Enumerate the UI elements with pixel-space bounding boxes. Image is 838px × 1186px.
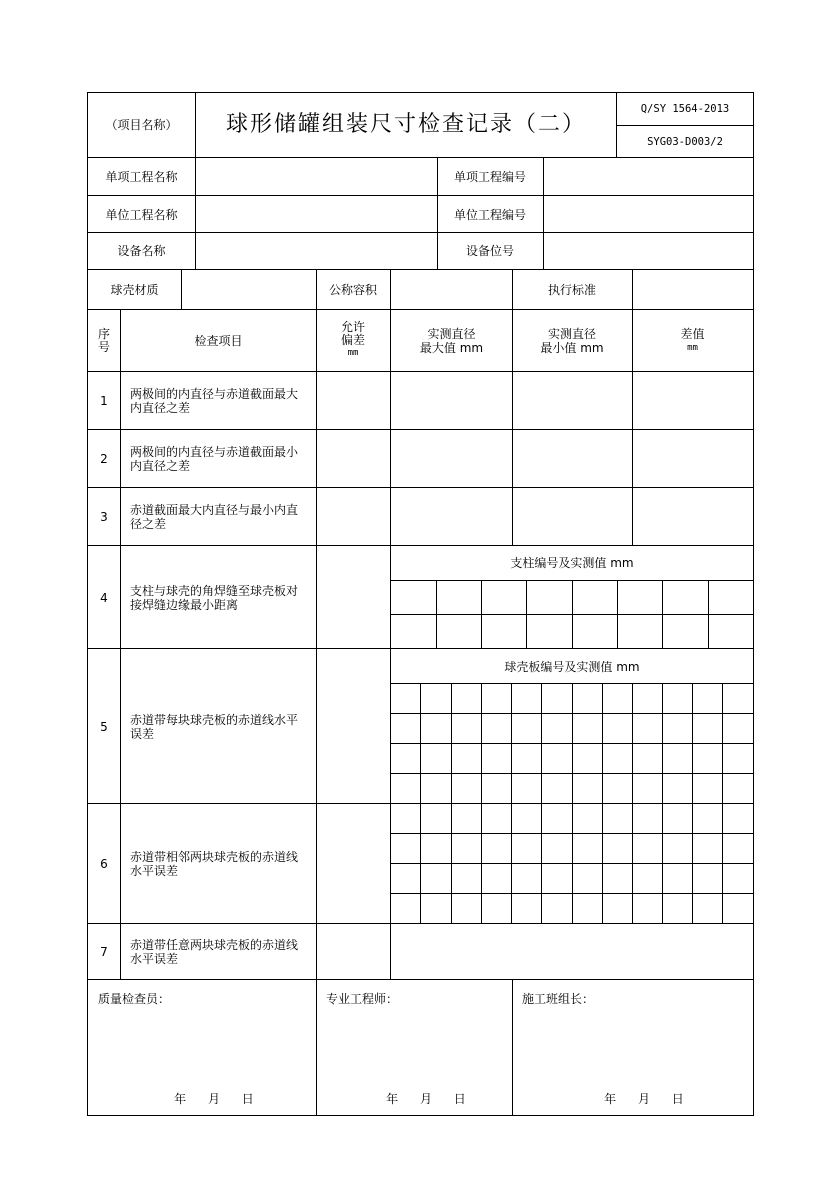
grid-line	[87, 309, 754, 310]
grid-line	[87, 979, 754, 980]
grid-line	[87, 195, 754, 196]
grid-line	[87, 371, 754, 372]
grid-line	[572, 580, 573, 649]
tolerance-header-line2: 偏差	[340, 333, 365, 347]
grid-line	[617, 580, 618, 649]
item-1-text: 两极间的内直径与赤道截面最大内直径之差	[130, 387, 299, 415]
item-6-no: 6	[100, 857, 108, 871]
item-7-text: 赤道带任意两块球壳板的赤道线水平误差	[130, 938, 299, 966]
item-2-text: 两极间的内直径与赤道截面最小内直径之差	[130, 445, 299, 473]
inspector-date: 年 月 日	[174, 1092, 256, 1106]
grid-line	[87, 232, 754, 233]
grid-line	[662, 580, 663, 649]
plate-measure-subheader: 球壳板编号及实测值 mm	[504, 659, 640, 674]
grid-line	[692, 683, 693, 924]
max-diameter-header-line2: 最大值 mm	[419, 340, 484, 355]
standard-code: Q/SY 1564-2013	[640, 103, 730, 115]
grid-line	[87, 92, 88, 1116]
single-project-name-label: 单项工程名称	[105, 170, 178, 184]
item-7-no: 7	[100, 945, 108, 959]
inspector-signature: 质量检查员：	[98, 992, 171, 1006]
min-diameter-header	[512, 310, 632, 371]
difference-header-unit: mm	[687, 342, 698, 353]
grid-line	[87, 429, 754, 430]
item-2-no: 2	[100, 452, 108, 466]
grid-line	[437, 157, 438, 270]
item-3-text: 赤道截面最大内直径与最小内直径之差	[130, 503, 299, 531]
item-3-no: 3	[100, 510, 108, 524]
min-diameter-header-line1: 实测直径	[547, 326, 596, 341]
grid-line	[420, 683, 421, 924]
grid-line	[753, 92, 754, 1116]
shell-material-label: 球壳材质	[110, 282, 159, 297]
difference-header-line1: 差值	[680, 326, 705, 341]
grid-line	[512, 309, 513, 546]
seq-header-text: 序号	[97, 326, 110, 354]
engineer-signature: 专业工程师：	[326, 992, 399, 1006]
grid-line	[526, 580, 527, 649]
min-diameter-header-line2: 最小值 mm	[540, 340, 604, 355]
seq-header	[88, 310, 120, 371]
item-5-no: 5	[100, 719, 108, 734]
grid-line	[481, 580, 482, 649]
grid-line	[722, 683, 723, 924]
unit-project-no-label: 单位工程编号	[453, 207, 526, 222]
grid-line	[120, 309, 121, 980]
grid-line	[87, 269, 754, 270]
grid-line	[195, 157, 196, 270]
grid-line	[512, 269, 513, 310]
engineer-date: 年 月 日	[386, 1092, 468, 1106]
grid-line	[87, 92, 754, 93]
max-diameter-header-line1: 实测直径	[427, 326, 476, 341]
nominal-volume-label: 公称容积	[328, 282, 377, 297]
item-header: 检查项目	[194, 333, 243, 348]
project-name-label: （项目名称）	[105, 118, 178, 132]
grid-line	[87, 487, 754, 488]
grid-line	[708, 580, 709, 649]
equipment-name-label: 设备名称	[117, 244, 166, 258]
item-6-text: 赤道带相邻两块球壳板的赤道线水平误差	[130, 850, 299, 878]
grid-line	[543, 157, 544, 270]
grid-line	[195, 92, 196, 158]
grid-line	[390, 269, 391, 310]
grid-line	[632, 269, 633, 310]
foreman-signature: 施工班组长：	[522, 992, 595, 1006]
grid-line	[87, 545, 754, 546]
grid-line	[541, 683, 542, 924]
difference-header	[632, 310, 753, 371]
grid-line	[316, 269, 317, 310]
item-4-no: 4	[100, 590, 108, 605]
equipment-tag-label: 设备位号	[465, 244, 514, 258]
form-title: 球形储罐组装尺寸检查记录（二）	[225, 112, 586, 137]
form-code: SYG03-D003/2	[647, 136, 723, 148]
tolerance-header-line1: 允许	[340, 320, 365, 334]
item-4-text: 支柱与球壳的角焊缝至球壳板对接焊缝边缘最小距离	[130, 583, 299, 612]
grid-line	[87, 1115, 754, 1116]
tolerance-header-unit: mm	[347, 348, 359, 358]
grid-line	[481, 683, 482, 924]
single-project-no-label: 单项工程编号	[453, 170, 526, 184]
grid-line	[632, 309, 633, 546]
item-1-no: 1	[100, 394, 108, 408]
grid-line	[451, 683, 452, 924]
foreman-date: 年 月 日	[604, 1092, 686, 1106]
grid-line	[390, 309, 391, 980]
grid-line	[511, 683, 512, 924]
item-5-text: 赤道带每块球壳板的赤道线水平误差	[130, 712, 299, 741]
grid-line	[572, 683, 573, 924]
unit-project-name-label: 单位工程名称	[105, 207, 178, 222]
grid-line	[87, 157, 754, 158]
grid-line	[181, 269, 182, 310]
grid-line	[87, 648, 754, 649]
grid-line	[662, 683, 663, 924]
grid-line	[436, 580, 437, 649]
tolerance-header	[316, 310, 390, 371]
max-diameter-header	[391, 310, 512, 371]
column-measure-subheader: 支柱编号及实测值 mm	[510, 556, 634, 570]
grid-line	[616, 125, 754, 126]
grid-line	[602, 683, 603, 924]
grid-line	[316, 309, 317, 1116]
grid-line	[632, 683, 633, 924]
standard-label: 执行标准	[547, 282, 596, 297]
grid-line	[512, 979, 513, 1116]
